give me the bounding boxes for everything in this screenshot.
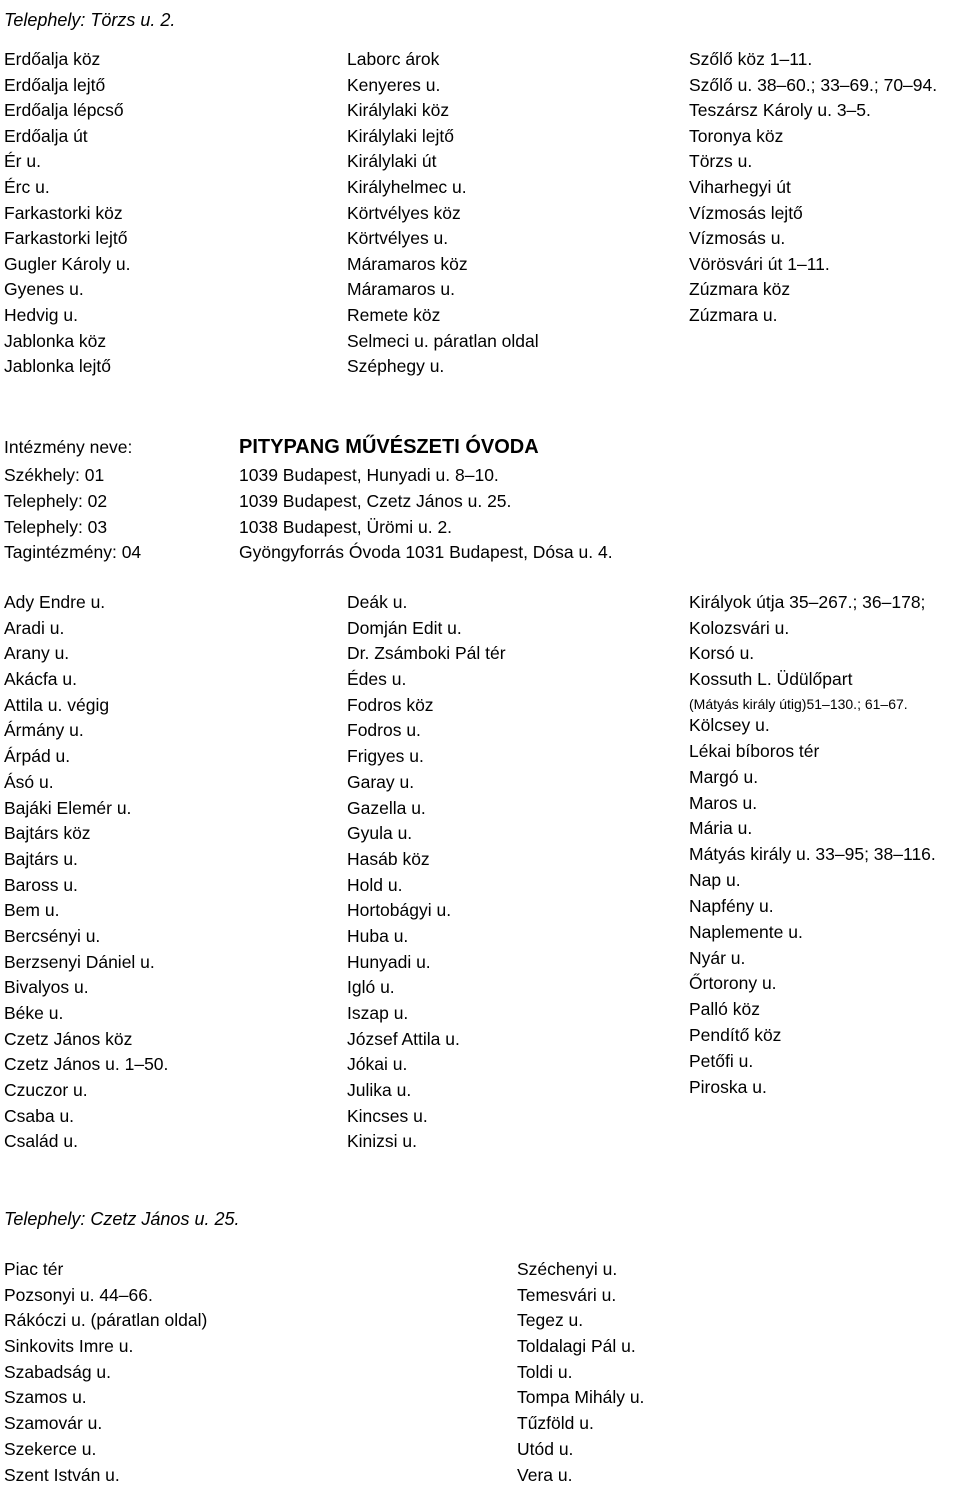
street-item: Körtvélyes u. (347, 226, 539, 252)
street-item: Selmeci u. páratlan oldal (347, 329, 539, 355)
institution-row-value: 1038 Budapest, Ürömi u. 2. (239, 514, 452, 540)
institution-name-label: Intézmény neve: (4, 434, 132, 460)
street-item: Teszársz Károly u. 3–5. (689, 98, 937, 124)
street-item: Attila u. végig (4, 693, 168, 719)
street-item: Zúzmara u. (689, 303, 937, 329)
street-item: Rákóczi u. (páratlan oldal) (4, 1308, 207, 1334)
street-item: Julika u. (347, 1078, 506, 1104)
street-item: Deák u. (347, 590, 506, 616)
street-list-section3-col2 (517, 1257, 644, 1488)
street-item: Gyenes u. (4, 277, 130, 303)
street-item: Domján Edit u. (347, 616, 506, 642)
institution-name-value: PITYPANG MŰVÉSZETI ÓVODA (239, 434, 539, 460)
street-item: Máramaros u. (347, 277, 539, 303)
street-item: Erdőalja út (4, 124, 130, 150)
street-item: Gyula u. (347, 821, 506, 847)
street-item: Szamos u. (4, 1385, 207, 1411)
street-list-section2-col1 (4, 590, 168, 1155)
institution-row-value: 1039 Budapest, Hunyadi u. 8–10. (239, 462, 499, 488)
street-item: Farkastorki köz (4, 201, 130, 227)
street-item: Piac tér (4, 1257, 207, 1283)
street-item: Gugler Károly u. (4, 252, 130, 278)
street-item: Napfény u. (689, 894, 936, 920)
street-item: Fodros köz (347, 693, 506, 719)
street-item: Czetz János u. 1–50. (4, 1052, 168, 1078)
institution-name-row (4, 434, 944, 460)
street-item: Érc u. (4, 175, 130, 201)
street-item: Fodros u. (347, 718, 506, 744)
street-item: Mátyás király u. 33–95; 38–116. (689, 842, 936, 868)
street-item: Szabadság u. (4, 1360, 207, 1386)
street-item: Toldi u. (517, 1360, 644, 1386)
street-item: Tompa Mihály u. (517, 1385, 644, 1411)
street-item: Királyhelmec u. (347, 175, 539, 201)
street-item: Bem u. (4, 898, 168, 924)
street-item: Szőlő u. 38–60.; 33–69.; 70–94. (689, 73, 937, 99)
street-item: Mária u. (689, 816, 936, 842)
street-item: Iszap u. (347, 1001, 506, 1027)
street-item: Baross u. (4, 873, 168, 899)
street-item: Vízmosás lejtő (689, 201, 937, 227)
institution-row-value: 1039 Budapest, Czetz János u. 25. (239, 488, 511, 514)
street-item: Hold u. (347, 873, 506, 899)
street-item: Hedvig u. (4, 303, 130, 329)
street-item: Piroska u. (689, 1075, 936, 1101)
street-item: Laborc árok (347, 47, 539, 73)
street-item: Szekerce u. (4, 1437, 207, 1463)
street-list-section1-col1 (4, 47, 130, 380)
street-item: Széchenyi u. (517, 1257, 644, 1283)
street-item: Bajtárs u. (4, 847, 168, 873)
street-item: Jókai u. (347, 1052, 506, 1078)
institution-row (4, 488, 944, 514)
street-item: Királylaki út (347, 149, 539, 175)
street-item: Frigyes u. (347, 744, 506, 770)
street-item: Törzs u. (689, 149, 937, 175)
street-item: Igló u. (347, 975, 506, 1001)
street-item: Hortobágyi u. (347, 898, 506, 924)
street-item: Család u. (4, 1129, 168, 1155)
institution-row-label: Telephely: 02 (4, 488, 107, 514)
institution-row-label: Telephely: 03 (4, 514, 107, 540)
street-item: Dr. Zsámboki Pál tér (347, 641, 506, 667)
street-item: Erdőalja köz (4, 47, 130, 73)
street-item: Tűzföld u. (517, 1411, 644, 1437)
street-list-section2-col3b (689, 713, 936, 1101)
street-item: Ér u. (4, 149, 130, 175)
street-item: Kinizsi u. (347, 1129, 506, 1155)
street-note: (Mátyás király útig)51–130.; 61–67. (689, 694, 908, 714)
street-item: Gazella u. (347, 796, 506, 822)
street-item: Petőfi u. (689, 1049, 936, 1075)
street-item: Lékai bíboros tér (689, 739, 936, 765)
street-item: Szent István u. (4, 1463, 207, 1488)
street-item: Utód u. (517, 1437, 644, 1463)
street-item: Ásó u. (4, 770, 168, 796)
street-item: Bajáki Elemér u. (4, 796, 168, 822)
street-item: Bercsényi u. (4, 924, 168, 950)
street-item: József Attila u. (347, 1027, 506, 1053)
street-item: Béke u. (4, 1001, 168, 1027)
street-item: Temesvári u. (517, 1283, 644, 1309)
institution-row-label: Székhely: 01 (4, 462, 104, 488)
street-item: Édes u. (347, 667, 506, 693)
street-item: Nyár u. (689, 946, 936, 972)
street-item: Sinkovits Imre u. (4, 1334, 207, 1360)
street-item: Berzsenyi Dániel u. (4, 950, 168, 976)
street-item: Ady Endre u. (4, 590, 168, 616)
street-item: Hasáb köz (347, 847, 506, 873)
street-item: Korsó u. (689, 641, 925, 667)
section-heading-czetz: Telephely: Czetz János u. 25. (4, 1207, 239, 1231)
street-item: Remete köz (347, 303, 539, 329)
street-item: Erdőalja lépcső (4, 98, 130, 124)
street-list-section2-col2 (347, 590, 506, 1155)
street-item: Toldalagi Pál u. (517, 1334, 644, 1360)
street-item: Kenyeres u. (347, 73, 539, 99)
street-item: Nap u. (689, 868, 936, 894)
street-list-section1-col2 (347, 47, 539, 380)
street-item: Pendítő köz (689, 1023, 936, 1049)
street-item: Kincses u. (347, 1104, 506, 1130)
street-item: Tegez u. (517, 1308, 644, 1334)
street-item: Farkastorki lejtő (4, 226, 130, 252)
street-item: Királyok útja 35–267.; 36–178; (689, 590, 925, 616)
street-item: Őrtorony u. (689, 971, 936, 997)
street-item: Ármány u. (4, 718, 168, 744)
street-item: Szőlő köz 1–11. (689, 47, 937, 73)
street-item: Margó u. (689, 765, 936, 791)
street-item: Kossuth L. Üdülőpart (689, 667, 925, 693)
street-item: Vízmosás u. (689, 226, 937, 252)
institution-row-label: Tagintézmény: 04 (4, 539, 141, 565)
street-item: Királylaki köz (347, 98, 539, 124)
street-item: Körtvélyes köz (347, 201, 539, 227)
street-item: Széphegy u. (347, 354, 539, 380)
street-item: Czetz János köz (4, 1027, 168, 1053)
institution-row (4, 462, 944, 488)
street-item: Vera u. (517, 1463, 644, 1488)
street-list-section1-col3 (689, 47, 937, 329)
street-item: Bivalyos u. (4, 975, 168, 1001)
street-item: Arany u. (4, 641, 168, 667)
street-item: Kölcsey u. (689, 713, 936, 739)
street-item: Jablonka lejtő (4, 354, 130, 380)
street-list-section2-col3a (689, 590, 925, 693)
street-item: Királylaki lejtő (347, 124, 539, 150)
street-item: Vörösvári út 1–11. (689, 252, 937, 278)
street-item: Czuczor u. (4, 1078, 168, 1104)
street-item: Zúzmara köz (689, 277, 937, 303)
institution-row (4, 514, 944, 540)
street-list-section3-col1 (4, 1257, 207, 1488)
street-item: Erdőalja lejtő (4, 73, 130, 99)
street-item: Máramaros köz (347, 252, 539, 278)
street-item: Bajtárs köz (4, 821, 168, 847)
street-item: Aradi u. (4, 616, 168, 642)
street-item: Akácfa u. (4, 667, 168, 693)
street-item: Viharhegyi út (689, 175, 937, 201)
street-item: Szamovár u. (4, 1411, 207, 1437)
street-item: Maros u. (689, 791, 936, 817)
street-item: Huba u. (347, 924, 506, 950)
street-item: Pozsonyi u. 44–66. (4, 1283, 207, 1309)
street-item: Jablonka köz (4, 329, 130, 355)
street-item: Csaba u. (4, 1104, 168, 1130)
section-heading-torzs: Telephely: Törzs u. 2. (4, 8, 175, 32)
street-item: Toronya köz (689, 124, 937, 150)
street-item: Árpád u. (4, 744, 168, 770)
street-item: Kolozsvári u. (689, 616, 925, 642)
street-item: Garay u. (347, 770, 506, 796)
street-item: Palló köz (689, 997, 936, 1023)
institution-row-value: Gyöngyforrás Óvoda 1031 Budapest, Dósa u. 4. (239, 539, 613, 565)
street-item: Hunyadi u. (347, 950, 506, 976)
street-item: Naplemente u. (689, 920, 936, 946)
institution-row (4, 539, 944, 565)
